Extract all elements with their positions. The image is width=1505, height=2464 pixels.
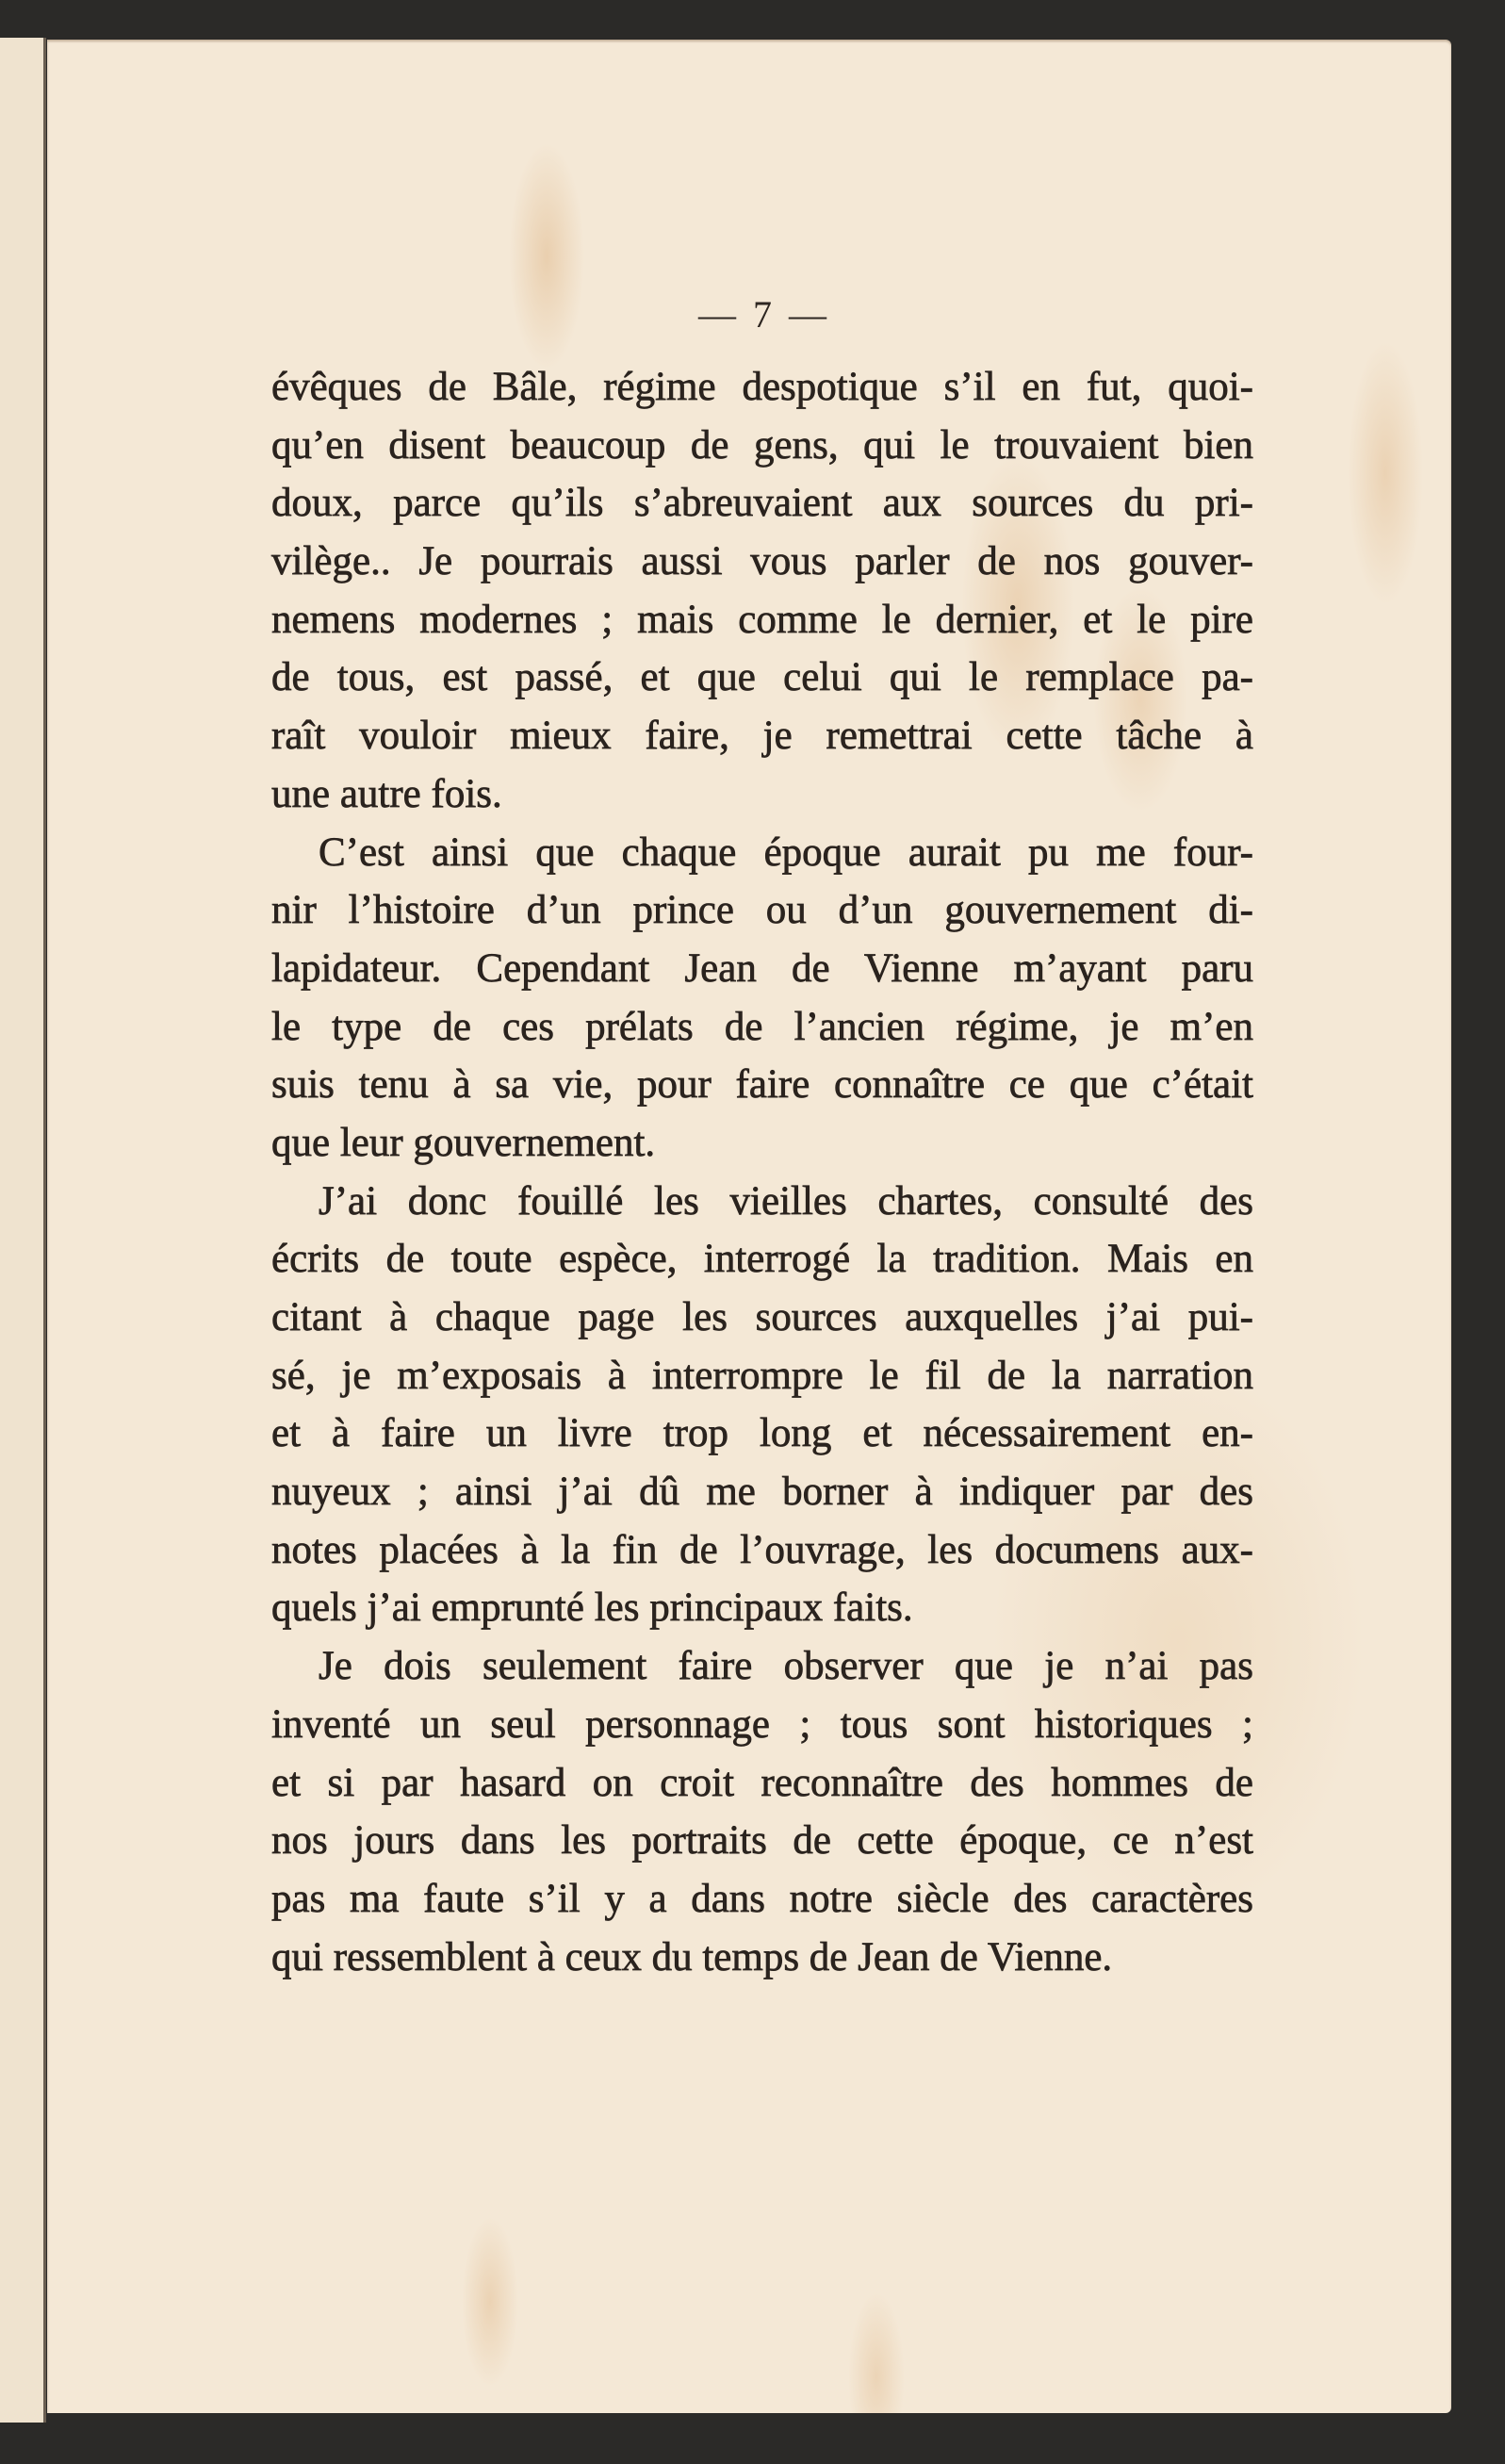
text-line: une autre fois. <box>271 771 502 816</box>
text-line: écrits de toute espèce, interrogé la tradition. Mais en <box>271 1237 1253 1282</box>
text-line: raît vouloir mieux faire, je remettrai cette tâche à <box>271 714 1253 759</box>
text-line: quels j’ai emprunté les principaux faits. <box>271 1585 913 1631</box>
text-line: pas ma faute s’il y a dans notre siècle des caractères <box>271 1876 1253 1921</box>
text-line: vilège.. Je pourrais aussi vous parler de nos gouver- <box>271 539 1253 584</box>
text-line: nos jours dans les portraits de cette époque, ce n’est <box>271 1818 1253 1864</box>
text-line: C’est ainsi que chaque époque aurait pu me four- <box>319 830 1253 875</box>
text-line: de tous, est passé, et que celui qui le remplace pa- <box>271 655 1253 700</box>
text-line: le type de ces prélats de l’ancien régime, je m’en <box>271 1004 1253 1049</box>
text-line: et à faire un livre trop long et nécessairement en- <box>271 1411 1253 1456</box>
text-line: citant à chaque page les sources auxquelles j’ai pui- <box>271 1295 1253 1339</box>
text-line: J’ai donc fouillé les vieilles chartes, consulté des <box>319 1178 1253 1224</box>
text-line: qu’en disent beaucoup de gens, qui le trouvaient bien <box>271 422 1253 468</box>
text-line: nemens modernes ; mais comme le dernier, et le pire <box>271 597 1253 642</box>
text-line: inventé un seul personnage ; tous sont historiques ; <box>271 1701 1253 1747</box>
text-line: qui ressemblent à ceux du temps de Jean de Vienne. <box>271 1934 1113 1979</box>
text-line: lapidateur. Cependant Jean de Vienne m’ayant paru <box>271 945 1253 991</box>
text-line: sé, je m’exposais à interrompre le fil de la narration <box>271 1353 1253 1398</box>
text-line: doux, parce qu’ils s’abreuvaient aux sources du pri- <box>271 481 1253 526</box>
text-line: notes placées à la fin de l’ouvrage, les documens aux- <box>271 1527 1253 1572</box>
facing-page-edge <box>0 38 46 2423</box>
page-number: — 7 — <box>698 293 830 336</box>
text-line: Je dois seulement faire observer que je n’ai pas <box>319 1644 1253 1689</box>
body-text <box>271 358 1253 1986</box>
text-line: nuyeux ; ainsi j’ai dû me borner à indiquer par des <box>271 1470 1253 1515</box>
text-line: que leur gouvernement. <box>271 1120 656 1165</box>
text-line: évêques de Bâle, régime despotique s’il en fut, quoi- <box>271 365 1253 409</box>
text-line: suis tenu à sa vie, pour faire connaître ce que c’était <box>271 1062 1253 1108</box>
text-line: et si par hasard on croit reconnaître des hommes de <box>271 1760 1253 1805</box>
text-line: nir l’histoire d’un prince ou d’un gouvernement di- <box>271 888 1253 933</box>
